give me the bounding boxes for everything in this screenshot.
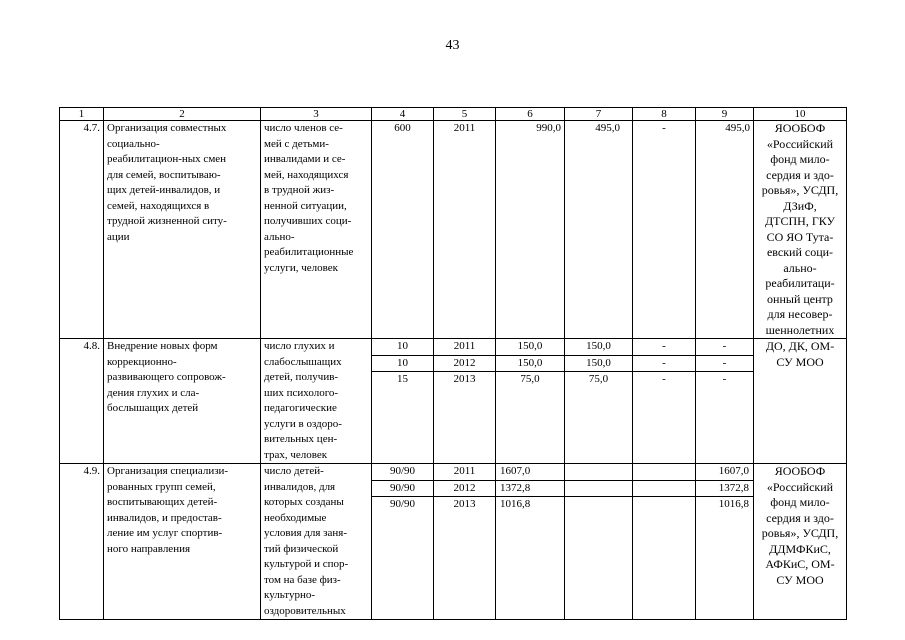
cell-col8: -: [662, 373, 666, 385]
cell-year: 2011: [434, 121, 496, 339]
cell-quantity: 10: [372, 339, 433, 356]
column-header: 9: [696, 108, 754, 121]
cell-total: 1016,8: [500, 498, 531, 510]
cell-col8: -: [633, 356, 695, 373]
cell-budget-group: [565, 464, 633, 620]
table-row: [60, 121, 847, 339]
cell-col8: [633, 464, 695, 481]
cell-year-group: [434, 464, 496, 620]
cell-col9-group: [696, 464, 754, 620]
cell-total: 150,0: [496, 356, 564, 373]
cell-col8: -: [633, 339, 695, 356]
column-header: 4: [372, 108, 434, 121]
cell-col9: -: [722, 373, 727, 385]
column-header: 3: [261, 108, 372, 121]
cell-quantity: 600: [372, 121, 434, 339]
row-number: 4.8.: [60, 339, 104, 464]
column-header: 6: [496, 108, 565, 121]
cell-budget: 75,0: [588, 373, 609, 385]
column-header: 5: [434, 108, 496, 121]
cell-total: 75,0: [520, 373, 540, 385]
column-header: 8: [633, 108, 696, 121]
cell-quantity: 15: [397, 373, 408, 385]
cell-year-group: [434, 339, 496, 464]
cell-budget: [565, 481, 632, 498]
cell-year: 2011: [434, 339, 495, 356]
column-header: 1: [60, 108, 104, 121]
cell-budget: 150,0: [565, 356, 632, 373]
activity-name: Организация специализи- рованных групп семей, воспитывающих детей- инвалидов, и предостав- ление им услуг спортив- ного направления: [104, 464, 261, 620]
cell-col8-group: [633, 464, 696, 620]
cell-col8: -: [633, 121, 696, 339]
cell-quantity: 90/90: [372, 481, 433, 498]
cell-quantity: 10: [372, 356, 433, 373]
table-row: [60, 339, 847, 464]
indicator: число глухих и слабослышащих детей, получив- ших психолого- педагогические услуги в оздоро- вительных цен- трах, человек: [261, 339, 372, 464]
cell-col9: 495,0: [696, 121, 754, 339]
activity-name: Внедрение новых форм коррекционно- развивающего сопровож- дения глухих и сла- бослышащих детей: [104, 339, 261, 464]
cell-quantity-group: [372, 339, 434, 464]
cell-col9: -: [696, 356, 753, 373]
cell-year: 2011: [434, 464, 495, 481]
cell-total-group: [496, 464, 565, 620]
cell-total: 150,0: [496, 339, 564, 356]
cell-budget-group: [565, 339, 633, 464]
cell-col9: 1607,0: [696, 464, 753, 481]
cell-quantity: 90/90: [372, 464, 433, 481]
responsible-org: ЯООБОФ «Российский фонд мило- сердия и здо- ровья», УСДП, ДЗиФ, ДТСПН, ГКУ СО ЯО Тута- евский соци- ально- реабилитаци- онный центр для несовер- шеннолетних: [754, 121, 847, 339]
cell-col9-group: [696, 339, 754, 464]
row-number: 4.7.: [60, 121, 104, 339]
cell-col9: 1016,8: [718, 498, 749, 510]
cell-col8-group: [633, 339, 696, 464]
cell-total-group: [496, 339, 565, 464]
cell-col8: [633, 497, 695, 513]
cell-total: 990,0: [496, 121, 565, 339]
column-header: 7: [565, 108, 633, 121]
cell-quantity-group: [372, 464, 434, 620]
table-row: [60, 464, 847, 620]
cell-col9: 1372,8: [696, 481, 753, 498]
page-number: 43: [445, 38, 460, 53]
cell-col8: [633, 481, 695, 498]
cell-year: 2013: [453, 373, 476, 385]
column-header: 10: [754, 108, 847, 121]
responsible-org: ЯООБОФ «Российский фонд мило- сердия и здо- ровья», УСДП, ДДМФКиС, АФКиС, ОМ- СУ МОО: [754, 464, 847, 620]
cell-budget: 495,0: [565, 121, 633, 339]
indicator: число членов се- мей с детьми- инвалидами и се- мей, находящихся в трудной жиз- ненной ситуации, получивших соци- ально- реабилитационные услуги, человек: [261, 121, 372, 339]
cell-year: 2012: [434, 481, 495, 498]
program-table: [59, 107, 847, 620]
cell-quantity: 90/90: [389, 498, 416, 510]
cell-budget: [565, 497, 632, 513]
cell-col9: -: [696, 339, 753, 356]
cell-budget: 150,0: [565, 339, 632, 356]
cell-budget: [565, 464, 632, 481]
column-header: 2: [104, 108, 261, 121]
cell-year: 2012: [434, 356, 495, 373]
cell-year: 2013: [453, 498, 476, 510]
indicator: число детей- инвалидов, для которых созданы необходимые условия для заня- тий физической культурой и спор- том на базе физ- культурно- оздоровительных: [261, 464, 372, 620]
activity-name: Организация совместных социально- реабилитацион-ных смен для семей, воспитываю- щих детей-инвалидов, и семей, находящихся в трудной жизненной ситу- ации: [104, 121, 261, 339]
row-number: 4.9.: [60, 464, 104, 620]
header-row: [60, 108, 847, 121]
cell-total: 1607,0: [496, 464, 564, 481]
responsible-org: ДО, ДК, ОМ- СУ МОО: [754, 339, 847, 464]
cell-total: 1372,8: [496, 481, 564, 498]
